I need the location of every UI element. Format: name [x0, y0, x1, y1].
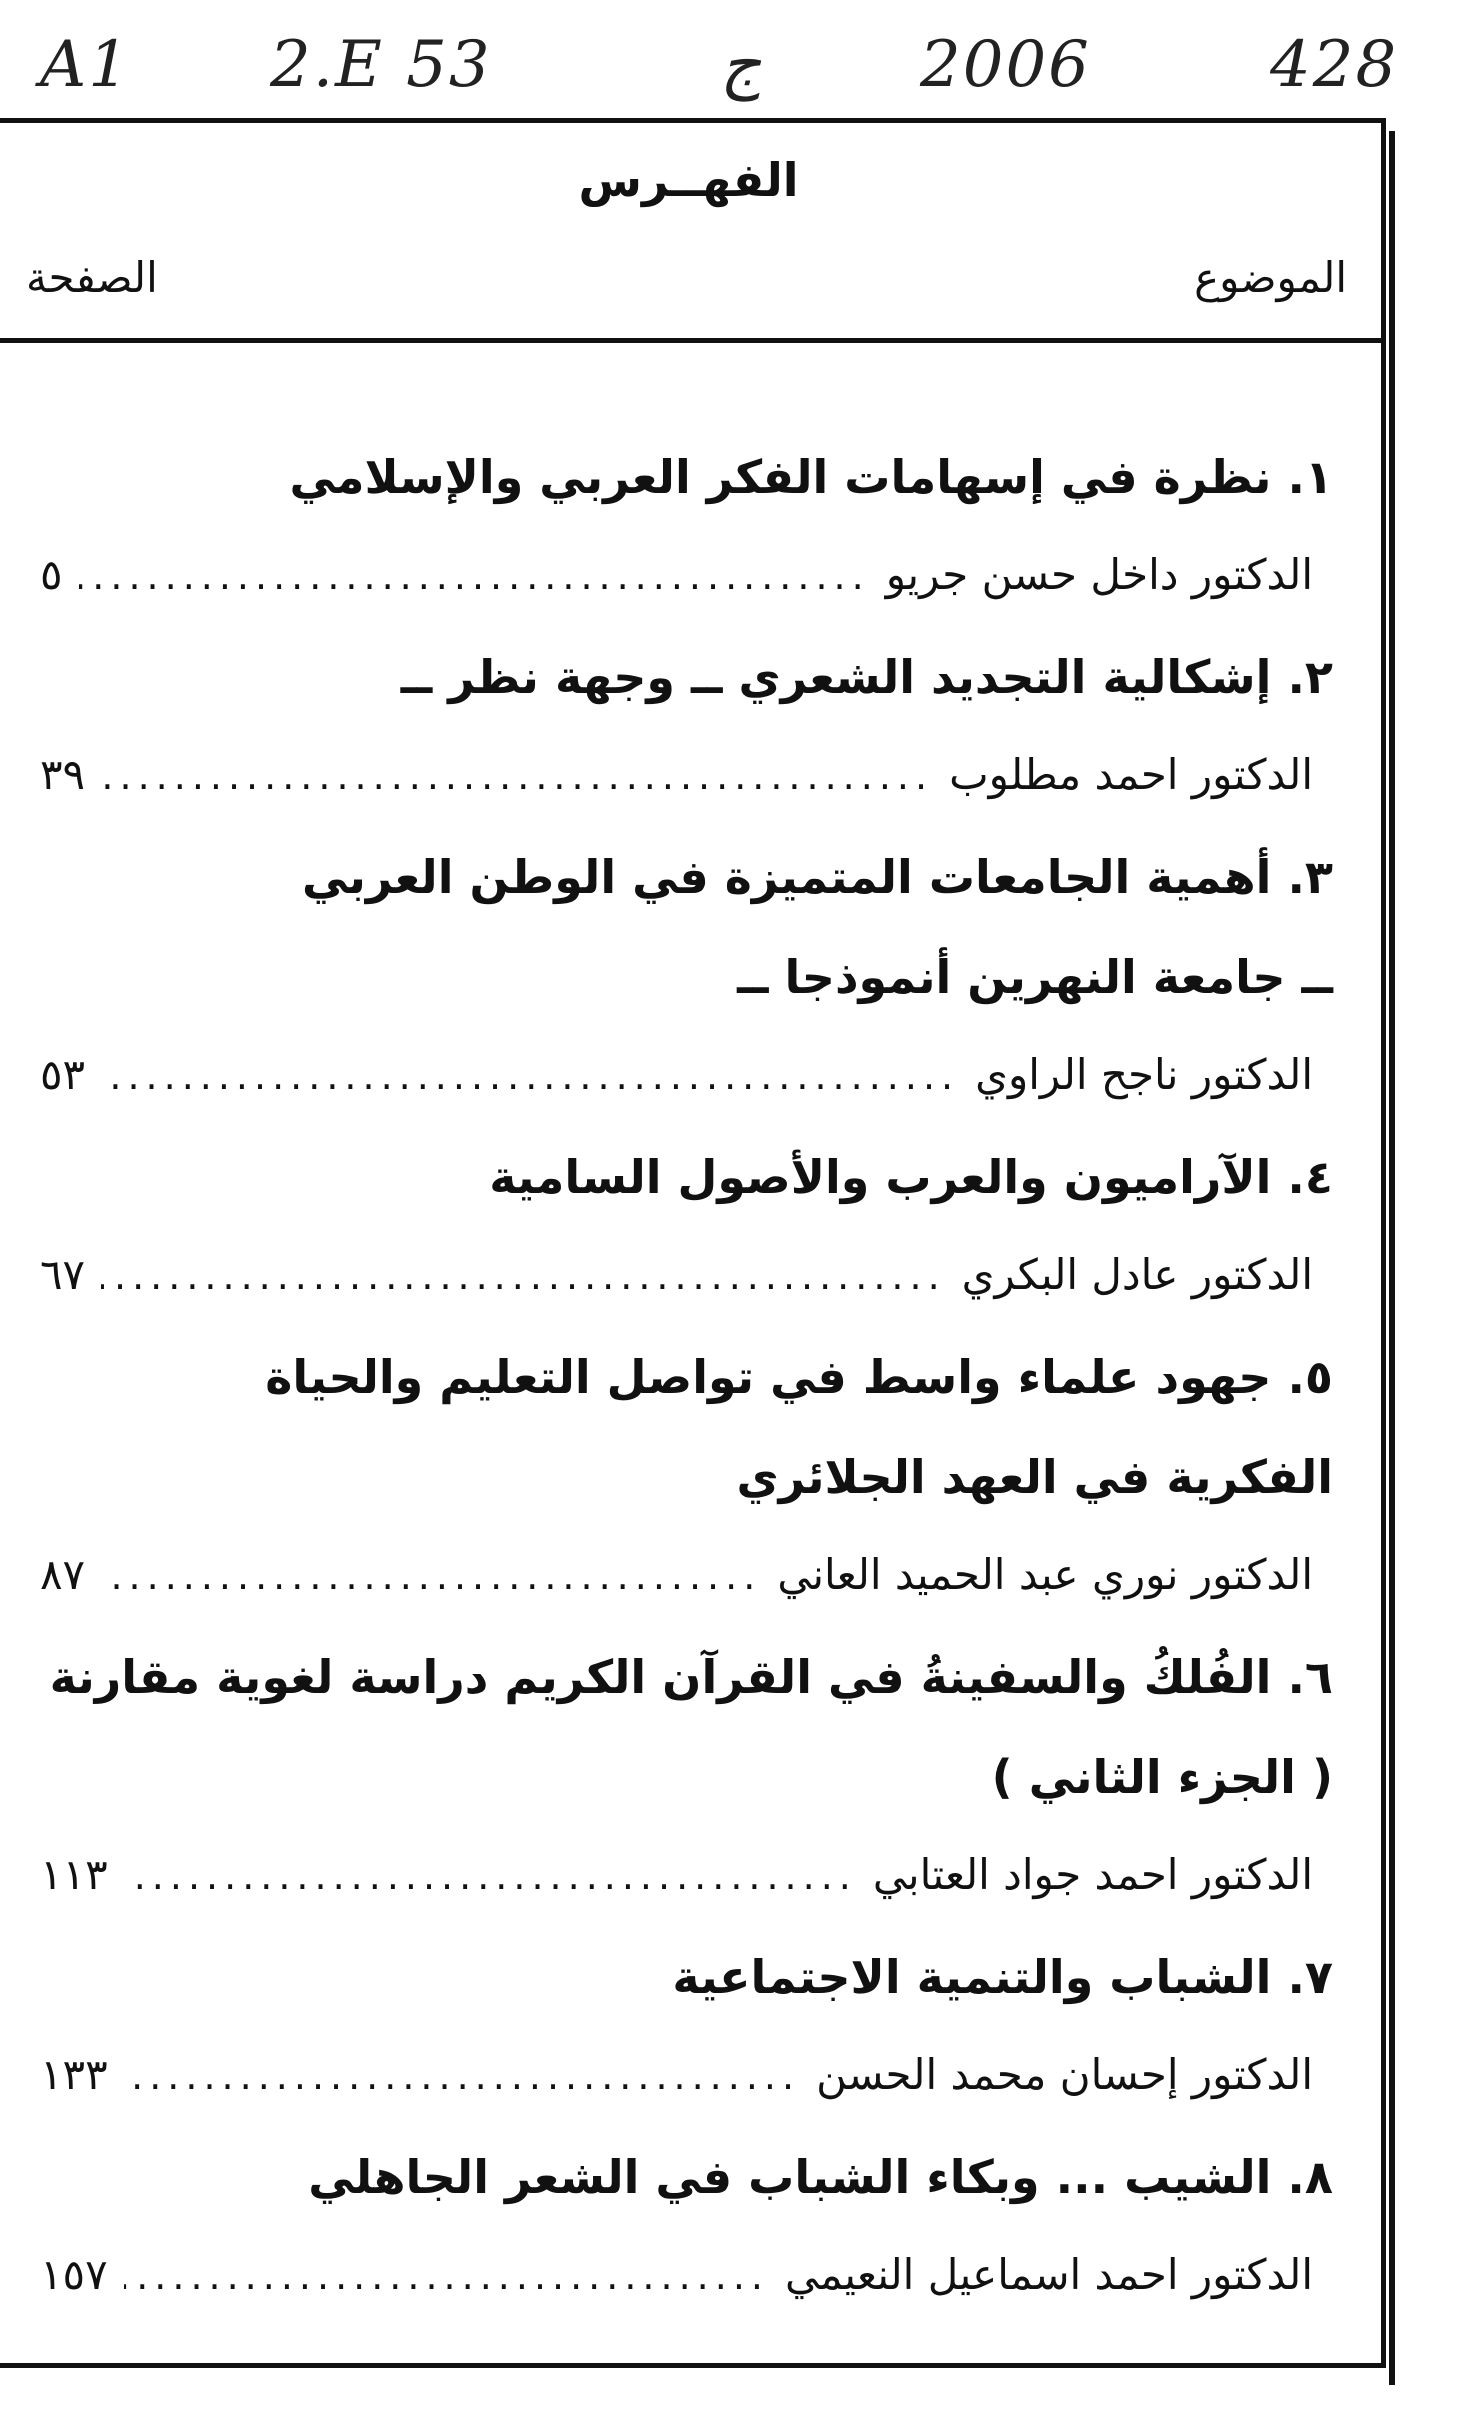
handwritten-part: A1	[40, 28, 131, 102]
entry-title-row	[0, 1950, 1463, 2040]
page-column-label: الصفحة	[26, 253, 158, 302]
index-title: الفهــرس	[578, 153, 799, 207]
entry-title-continuation: ( الجزء الثاني )	[991, 1750, 1333, 1804]
entry-author-row	[0, 550, 1463, 640]
entry-author-line	[40, 550, 1313, 599]
handwritten-part: 428	[1270, 28, 1399, 102]
entry-page-number: ١٥٧	[40, 2250, 108, 2299]
leader-dots	[124, 2254, 769, 2298]
entry-author-row	[0, 2050, 1463, 2140]
entry-page-number: ٣٩	[40, 750, 86, 799]
entry-title-continuation: الفكرية في العهد الجلائري	[736, 1450, 1333, 1504]
entry-page-number: ٥٣	[40, 1050, 86, 1099]
entry-title-row	[0, 950, 1463, 1040]
entry-author-line	[40, 1250, 1313, 1299]
handwritten-part: 2006	[920, 28, 1091, 102]
index-header	[0, 123, 1381, 343]
entry-title: ٦. الفُلكُ والسفينةُ في القرآن الكريم دراسة لغوية مقارنة	[49, 1650, 1333, 1704]
entry-title: ١. نظرة في إسهامات الفكر العربي والإسلامي	[289, 450, 1333, 504]
leader-dots	[124, 1854, 857, 1898]
entry-author-line	[40, 1850, 1313, 1899]
entry-title-row	[0, 450, 1463, 540]
entry-title: ٢. إشكالية التجديد الشعري ــ وجهة نظر ــ	[400, 650, 1333, 704]
entry-page-number: ١٣٣	[40, 2050, 108, 2099]
entry-page-number: ٦٧	[40, 1250, 86, 1299]
entry-author-row	[0, 1050, 1463, 1140]
entry-author-line	[40, 2050, 1313, 2099]
entry-page-number: ٨٧	[40, 1550, 86, 1599]
entry-title: ٣. أهمية الجامعات المتميزة في الوطن العربي	[302, 850, 1333, 904]
handwritten-part: 2.E 53	[270, 28, 492, 102]
entry-title-row	[0, 2150, 1463, 2240]
entry-author-line	[40, 750, 1313, 799]
topic-column-label: الموضوع	[1194, 253, 1347, 302]
entry-author-row	[0, 1550, 1463, 1640]
entry-author-row	[0, 1850, 1463, 1940]
entry-page-number: ٥	[40, 550, 63, 599]
entry-author-line	[40, 1550, 1313, 1599]
leader-dots	[79, 554, 870, 598]
entry-author: الدكتور نوري عبد الحميد العاني	[777, 1550, 1313, 1599]
entry-title: ٥. جهود علماء واسط في تواصل التعليم والحياة	[265, 1350, 1333, 1404]
handwritten-part: ج	[720, 28, 762, 102]
leader-dots	[101, 1054, 959, 1098]
leader-dots	[101, 1254, 946, 1298]
leader-dots	[101, 754, 933, 798]
entry-author-line	[40, 2250, 1313, 2299]
entry-title-row	[0, 850, 1463, 940]
entry-author-row	[0, 1250, 1463, 1340]
handwritten-annotation	[40, 18, 1440, 108]
entry-title-continuation: ــ جامعة النهرين أنموذجا ــ	[737, 950, 1333, 1004]
entry-title: ٨. الشيب ... وبكاء الشباب في الشعر الجاهلي	[308, 2150, 1333, 2204]
entry-title-row	[0, 1150, 1463, 1240]
entry-title-row	[0, 1450, 1463, 1540]
entry-author-row	[0, 750, 1463, 840]
entry-author-row	[0, 2250, 1463, 2340]
entry-author: الدكتور إحسان محمد الحسن	[816, 2050, 1313, 2099]
leader-dots	[101, 1554, 761, 1598]
entry-page-number: ١١٣	[40, 1850, 108, 1899]
entry-title-row	[0, 1650, 1463, 1740]
entry-author: الدكتور عادل البكري	[961, 1250, 1313, 1299]
entry-title: ٤. الآراميون والعرب والأصول السامية	[489, 1150, 1333, 1204]
entry-author: الدكتور احمد اسماعيل النعيمي	[784, 2250, 1313, 2299]
entry-author: الدكتور ناجح الراوي	[975, 1050, 1313, 1099]
entry-author-line	[40, 1050, 1313, 1099]
entry-title-row	[0, 1350, 1463, 1440]
entry-author: الدكتور احمد مطلوب	[949, 750, 1313, 799]
entry-author: الدكتور داخل حسن جريو	[885, 550, 1313, 599]
entry-title-row	[0, 650, 1463, 740]
entry-author: الدكتور احمد جواد العتابي	[872, 1850, 1313, 1899]
leader-dots	[124, 2054, 800, 2098]
entry-title-row	[0, 1750, 1463, 1840]
entry-title: ٧. الشباب والتنمية الاجتماعية	[672, 1950, 1333, 2004]
